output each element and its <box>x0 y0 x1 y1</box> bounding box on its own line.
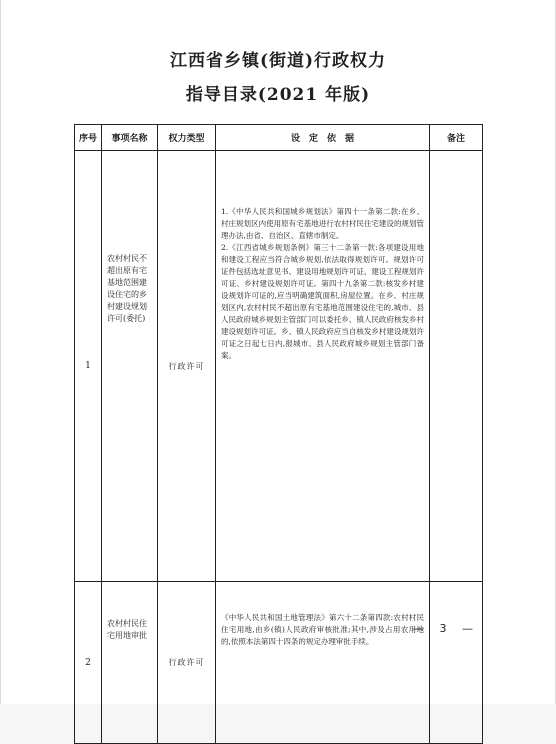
row-power-type: 行政许可 <box>158 582 216 744</box>
legal-basis-paragraph: 2.《江西省城乡规划条例》第三十二条第一款:各项建设用地和建设工程应当符合城乡规划,依法取得规划许可。规划许可证件包括选址意见书、建设用地规划许可证、建设工程规划许可证、乡村建设规划许可证。第四十九条第二款:核发乡村建设规划许可证的,应当明确建筑面积,房屋位置。在乡、村庄规划区内,农村村民不超出原有宅基地范围建设住宅的,城市、县人民政府城乡规划主管部门可以委托乡、镇人民政府核发乡村建设规划许可证。乡、镇人民政府应当自核发乡村建设规划许可证之日起七日内,报城市、县人民政府城乡规划主管部门备案。 <box>221 243 424 360</box>
row-legal-basis <box>216 151 430 582</box>
row-item-name: 农村村民不超出原有宅基地范围建设住宅的乡村建设规划许可(委托) <box>102 151 158 582</box>
header-item-name: 事项名称 <box>102 125 158 151</box>
table-row <box>75 151 483 582</box>
document-title-line1: 江西省乡镇(街道)行政权力 <box>169 51 387 71</box>
header-remarks: 备注 <box>430 125 483 151</box>
row-seq: 2 <box>75 582 102 744</box>
row-power-type: 行政许可 <box>158 151 216 582</box>
row-item-name: 农村村民住宅用地审批 <box>102 582 158 744</box>
row-legal-basis <box>216 582 430 744</box>
table-row <box>75 582 483 744</box>
document-title-line2: 指导目录(2021 年版) <box>185 85 371 105</box>
row-remarks <box>430 151 483 582</box>
legal-basis-paragraph: 1.《中华人民共和国城乡规划法》第四十一条第二款:在乡、村庄规划区内使用原有宅基地进行农村村民住宅建设的规划管理办法,由省、自治区、直辖市制定。 <box>221 207 424 240</box>
row-remarks <box>430 582 483 744</box>
table-header-row <box>75 125 483 151</box>
page-number: — 3 — <box>413 622 479 635</box>
power-catalog-table <box>74 124 483 744</box>
header-legal-basis: 设 定 依 据 <box>216 125 430 151</box>
legal-basis-paragraph: 《中华人民共和国土地管理法》第六十二条第四款:农村村民住宅用地,由乡(镇)人民政府审核批准;其中,涉及占用农用地的,依照本法第四十四条的规定办理审批手续。 <box>221 613 424 646</box>
header-power-type: 权力类型 <box>158 125 216 151</box>
header-seq: 序号 <box>75 125 102 151</box>
row-seq: 1 <box>75 151 102 582</box>
